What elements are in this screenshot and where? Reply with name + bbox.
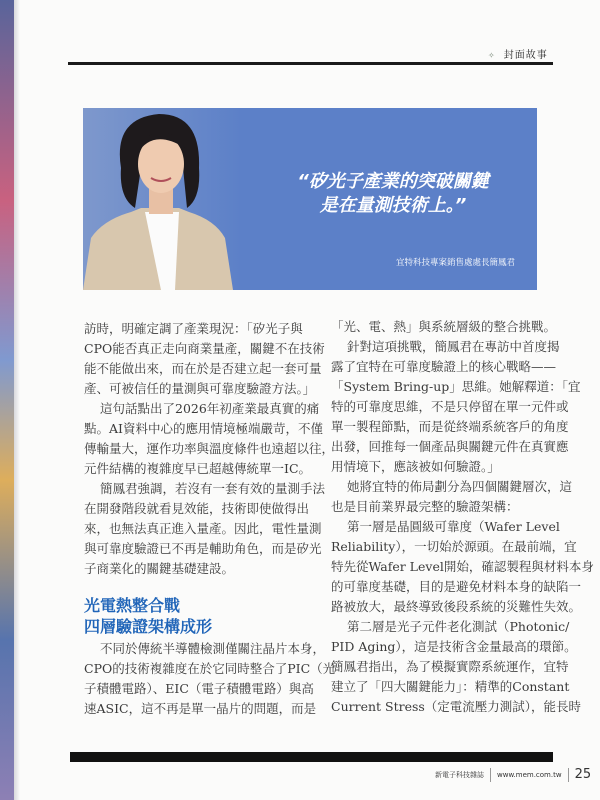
text-line: 訪時，明確定調了產業現況：「矽光子與 xyxy=(84,321,303,336)
text-line: 子積體電路）、EIC（電子積體電路）與高 xyxy=(84,681,314,696)
text-line: 針對這項挑戰，簡鳳君在專訪中首度揭 xyxy=(347,339,560,354)
text-line: 這句話點出了2026年初產業最真實的痛 xyxy=(100,401,320,416)
text-line: 「System Bring-up」思維。她解釋道：「宜 xyxy=(331,379,581,394)
paragraph xyxy=(84,639,336,719)
paragraph xyxy=(331,477,573,517)
footer xyxy=(435,767,591,782)
paragraph-group xyxy=(84,639,336,719)
text-line: 第一層是晶圓級可靠度（Wafer Level xyxy=(347,519,560,534)
page-edge-strip xyxy=(0,0,14,800)
text-line: 她將宜特的佈局劃分為四個關鍵層次，這 xyxy=(347,479,573,494)
paragraph-group xyxy=(84,319,335,579)
text-line: Reliability），一切始於源頭。在最前端，宜 xyxy=(331,539,577,554)
paragraph xyxy=(331,337,581,477)
hero-banner xyxy=(83,108,537,290)
page-number: 25 xyxy=(574,767,592,782)
page-gutter-shadow xyxy=(14,0,20,800)
paragraph-group xyxy=(331,317,594,717)
magazine-name: 新電子科技雜誌 xyxy=(435,770,484,779)
text-line: 路被放大，最終導致後段系統的災難性失效。 xyxy=(331,599,582,614)
text-line: 「光、電、熱」與系統層級的整合挑戰。 xyxy=(331,319,557,334)
text-line: 產、可被信任的量測與可靠度驗證方法。」 xyxy=(84,381,316,396)
magazine-url: www.mem.com.tw xyxy=(497,770,562,779)
text-line: 出發，回推每一個產品與關鍵元件在真實應 xyxy=(331,439,569,454)
footer-divider xyxy=(568,768,569,782)
section-heading xyxy=(84,595,302,637)
text-line: 的可靠度基礎，目的是避免材料本身的缺陷一 xyxy=(331,579,582,594)
text-line: 與可靠度驗證已不再是輔助角色，而是矽光 xyxy=(84,541,322,556)
text-line: 單一製程節點，而是從終端系統客戶的角度 xyxy=(331,419,569,434)
text-line: 速ASIC，這不再是單一晶片的問題，而是 xyxy=(84,701,317,716)
paragraph xyxy=(84,479,326,579)
text-line: 建立了「四大關鍵能力」：精準的Constant xyxy=(331,679,570,694)
pull-quote xyxy=(278,170,508,218)
paragraph xyxy=(331,517,594,617)
paragraph xyxy=(84,319,325,399)
section-header xyxy=(488,46,548,61)
header-rule xyxy=(68,62,553,65)
paragraph xyxy=(331,617,582,717)
text-line: 點。AI資料中心的應用情境極端嚴苛，不僅 xyxy=(84,421,323,436)
paragraph xyxy=(331,317,557,337)
text-line: CPO的技術複雜度在於它同時整合了PIC（光 xyxy=(84,661,336,676)
paragraph xyxy=(84,399,335,479)
text-line: Current Stress（定電流壓力測試），能長時 xyxy=(331,699,582,714)
text-line: 第二層是光子元件老化測試（Photonic/ xyxy=(347,619,570,634)
article-column-left xyxy=(84,319,336,719)
text-line: 不同於傳統半導體檢測僅關注晶片本身， xyxy=(100,641,326,656)
text-line: PID Aging），這是技術含金量最高的環節。 xyxy=(331,639,577,654)
text-line: 用情境下，應該被如何驗證。」 xyxy=(331,459,500,474)
text-line: 來，也無法真正進入量產。因此，電性量測 xyxy=(84,521,322,536)
article-column-right xyxy=(331,317,594,717)
section-icon: ✧ xyxy=(488,51,496,60)
footer-bar xyxy=(70,752,553,762)
text-line: 在開發階段就看見效能，技術即使做得出 xyxy=(84,501,310,516)
text-line: 傳輸量大，運作功率與溫度條件也遠超以往， xyxy=(84,441,335,456)
text-line: 特先從Wafer Level開始，確認製程與材料本身 xyxy=(331,559,594,574)
text-line: 元件結構的複雜度早已超越傳統單一IC。 xyxy=(84,461,312,476)
pull-quote-line: “矽光子產業的突破關鍵 xyxy=(297,171,489,192)
text-line: 簡鳳君指出，為了模擬實際系統運作，宜特 xyxy=(331,659,569,674)
text-line: 特的可靠度思維，不是只停留在單一元件或 xyxy=(331,399,569,414)
quote-attribution: 宜特科技專案銷售處處長簡鳳君 xyxy=(395,258,515,268)
text-line: 簡鳳君強調，若沒有一套有效的量測手法 xyxy=(100,481,326,496)
footer-divider xyxy=(490,768,491,782)
text-line: 子商業化的關鍵基礎建設。 xyxy=(84,561,235,576)
section-heading-line: 光電熱整合戰 xyxy=(84,596,181,615)
pull-quote-line: 是在量測技術上。” xyxy=(319,195,467,216)
section-heading-line: 四層驗證架構成形 xyxy=(84,617,213,636)
section-title: 封面故事 xyxy=(503,50,548,61)
text-line: 能不能做出來，而在於是否建立起一套可量 xyxy=(84,361,322,376)
text-line: 露了宜特在可靠度驗證上的核心戰略—— xyxy=(331,359,557,374)
text-line: CPO能否真正走向商業量產，關鍵不在技術 xyxy=(84,341,325,356)
text-line: 也是目前業界最完整的驗證架構： xyxy=(331,499,519,514)
